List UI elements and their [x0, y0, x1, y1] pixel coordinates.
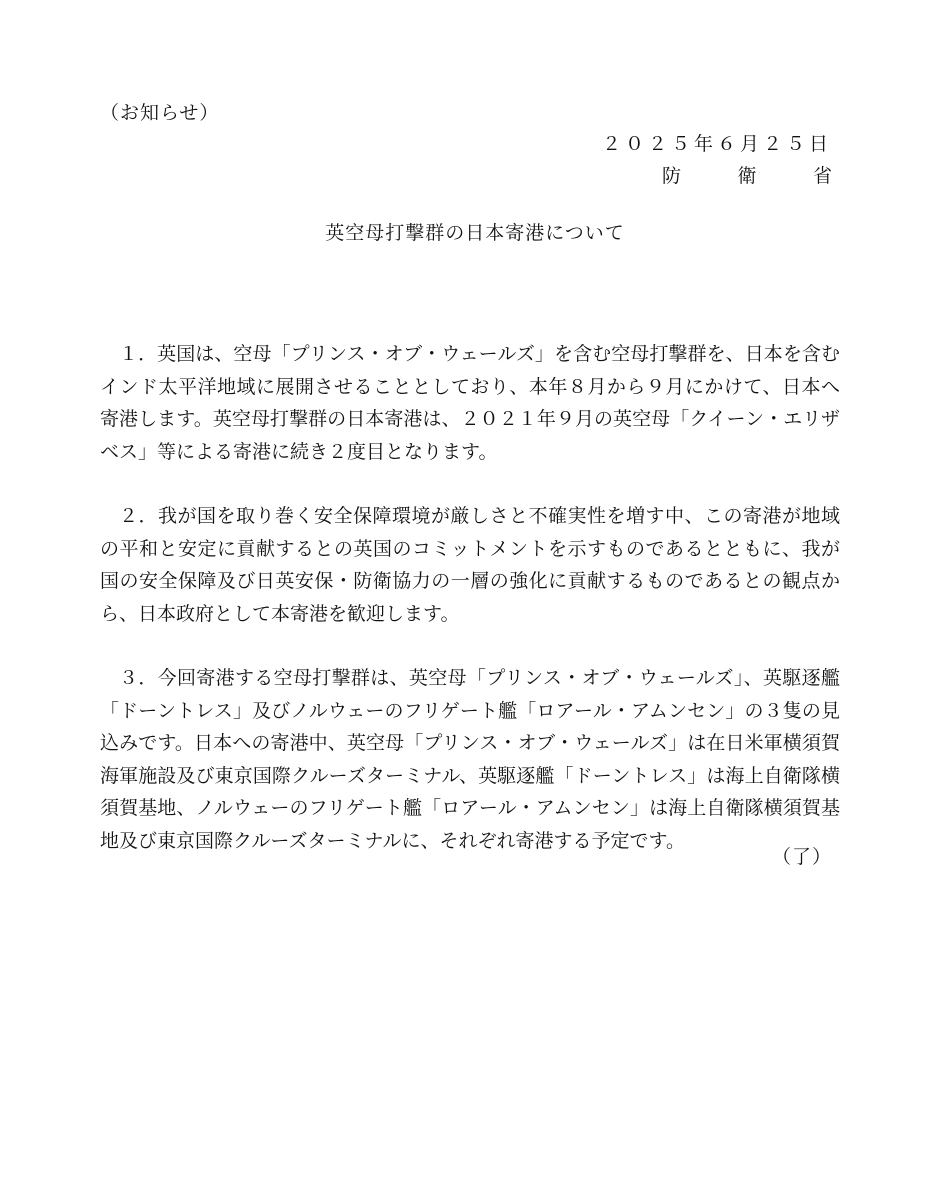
ministry-char: 衛	[737, 165, 757, 187]
closing-mark: （了）	[771, 846, 832, 868]
ministry-char: 防	[662, 165, 682, 187]
ministry-char: 省	[812, 165, 832, 187]
document-body	[100, 338, 840, 889]
document-header	[602, 130, 832, 190]
paragraph-3: ３．今回寄港する空母打撃群は、英空母「プリンス・オブ・ウェールズ」、英駆逐艦「ドーントレス」及びノルウェーのフリゲート艦「ロアール・アムンセン」の３隻の見込みです。日本への寄港中、英空母「プリンス・オブ・ウェールズ」は在日米軍横須賀海軍施設及び東京国際クルーズターミナル、英駆逐艦「ドーントレス」は海上自衛隊横須賀基地、ノルウェーのフリゲート艦「ロアール・アムンセン」は海上自衛隊横須賀基地及び東京国際クルーズターミナルに、それぞれ寄港する予定です。	[100, 667, 840, 852]
notice-label: （お知らせ）	[100, 102, 220, 124]
document-title: 英空母打撃群の日本寄港について	[325, 222, 625, 244]
issuing-ministry	[662, 162, 832, 190]
issue-date: ２０２５年６月２５日	[601, 133, 832, 155]
paragraph-2: ２．我が国を取り巻く安全保障環境が厳しさと不確実性を増す中、この寄港が地域の平和と安定に貢献するとの英国のコミットメントを示すものであるとともに、我が国の安全保障及び日英安保・防衛協力の一層の強化に貢献するものであるとの観点から、日本政府として本寄港を歓迎します。	[100, 505, 840, 625]
paragraph-1: １．英国は、空母「プリンス・オブ・ウェールズ」を含む空母打撃群を、日本を含むインド太平洋地域に展開させることとしており、本年８月から９月にかけて、日本へ寄港します。英空母打撃群の日本寄港は、２０２１年９月の英空母「クイーン・エリザベス」等による寄港に続き２度目となります。	[100, 343, 840, 463]
